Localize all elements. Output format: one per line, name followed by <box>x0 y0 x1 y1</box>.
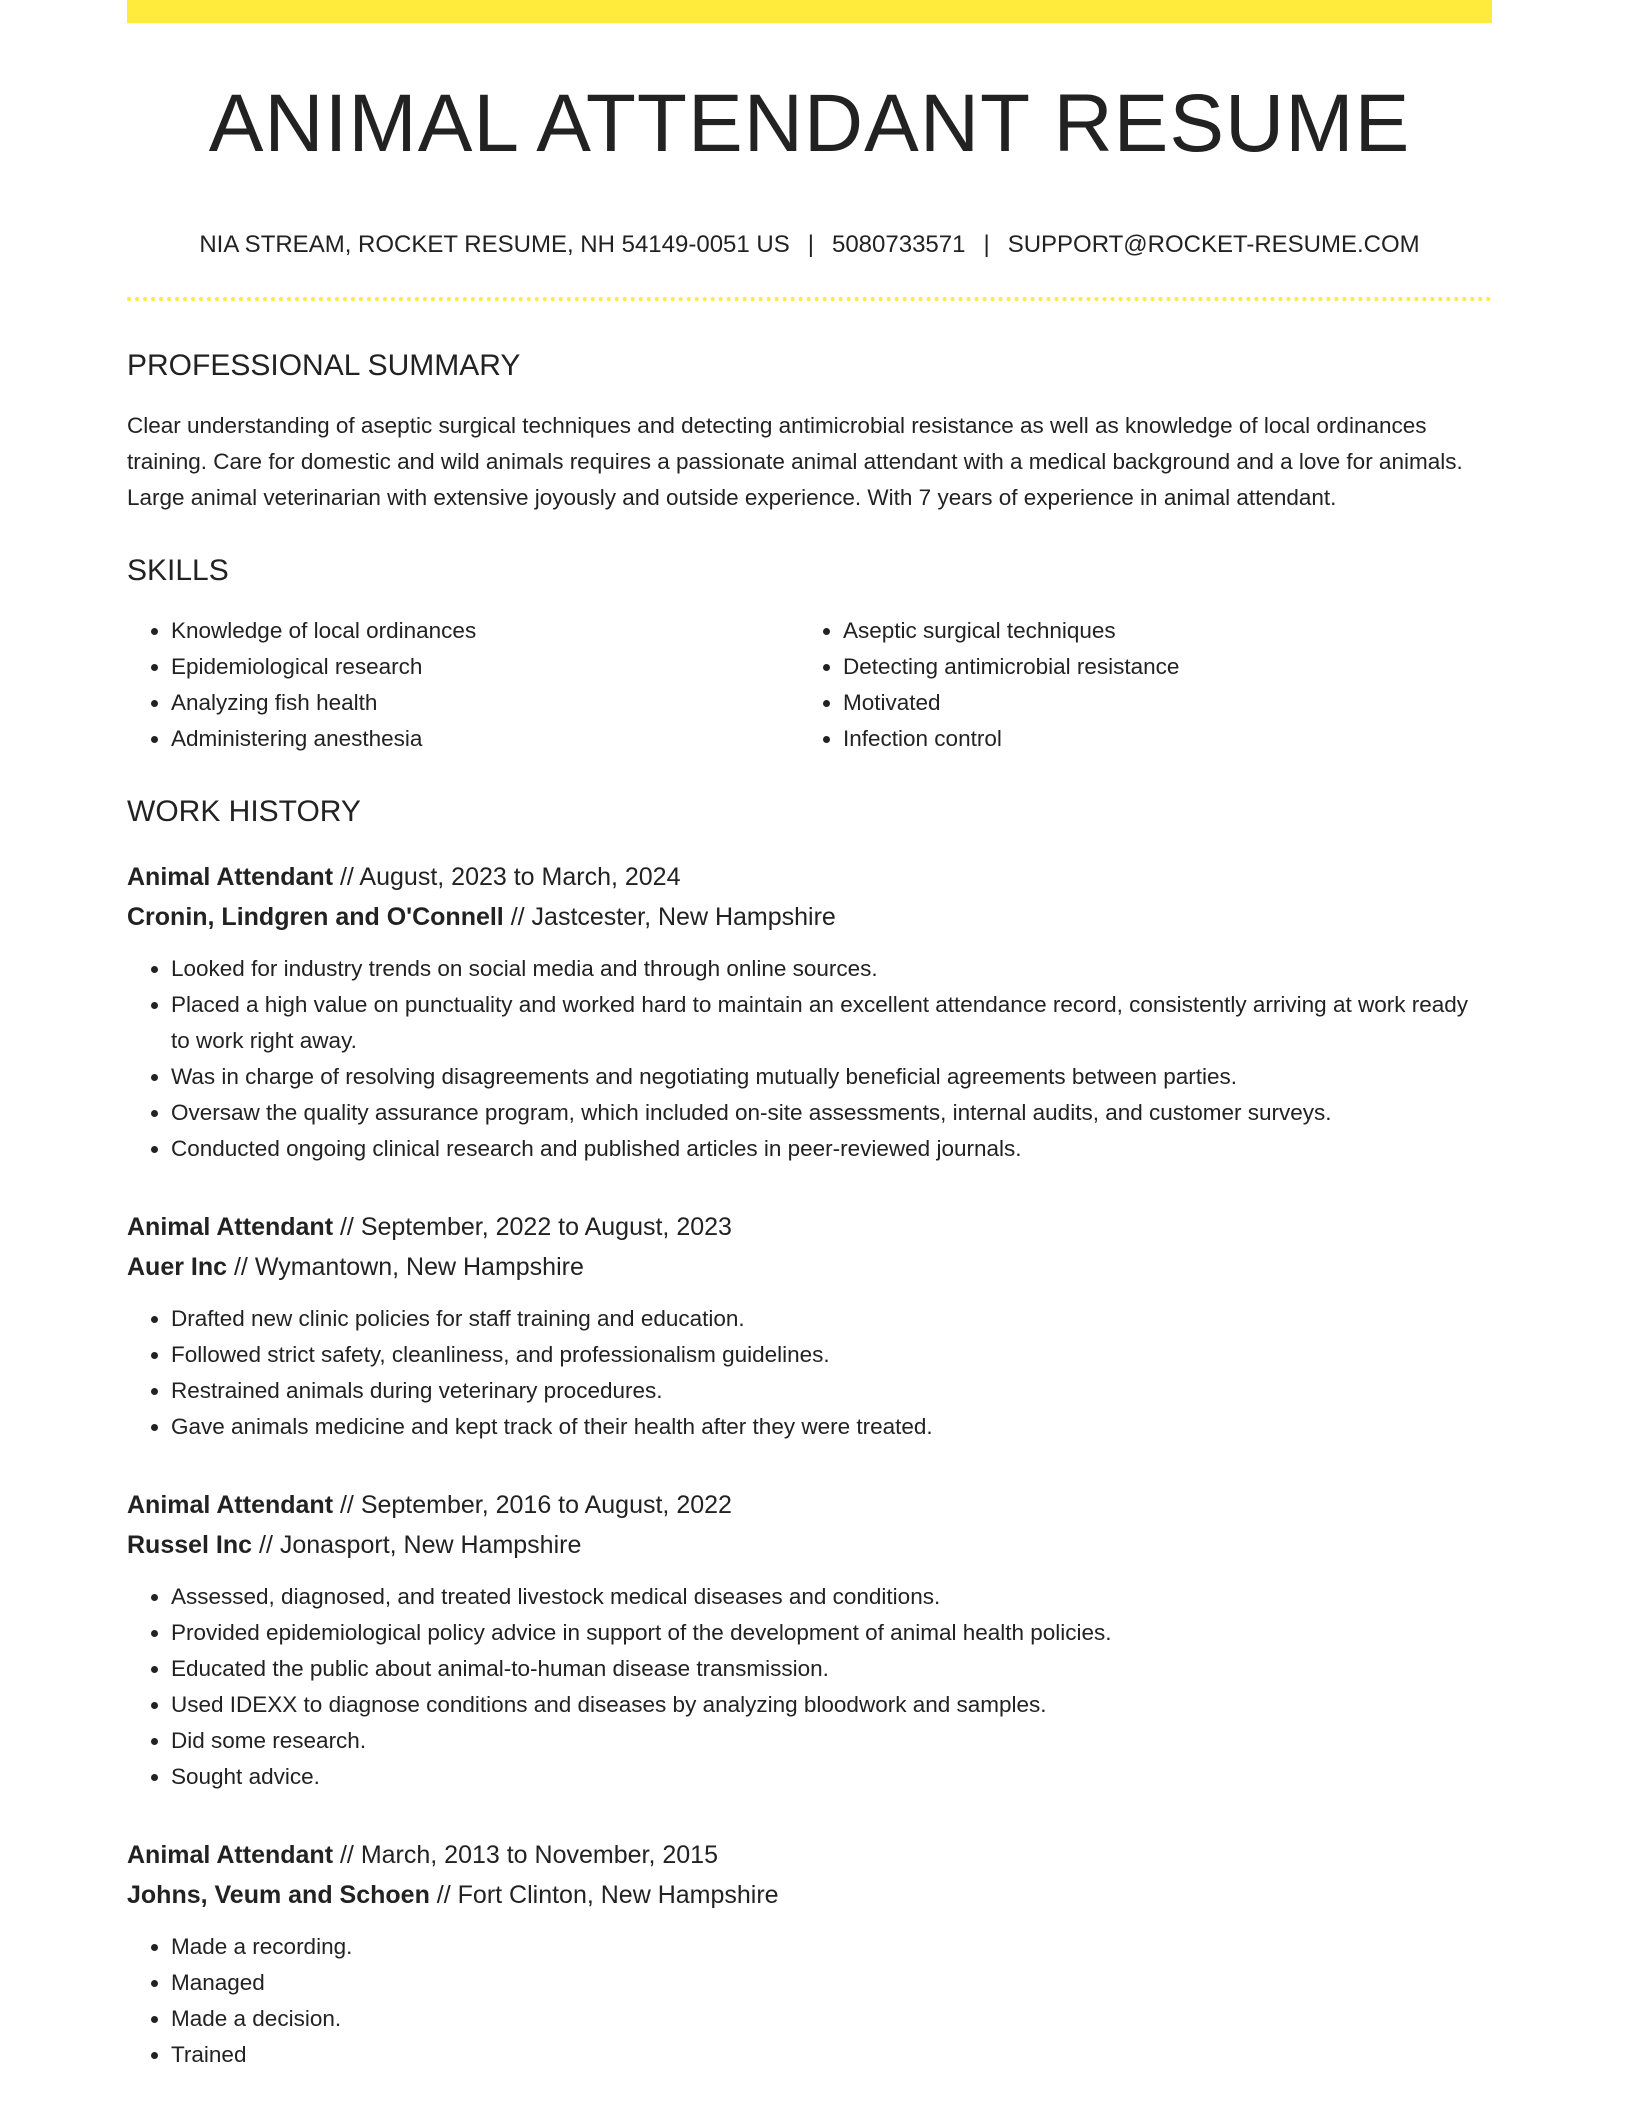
job-bullet: • Drafted new clinic policies for staff training and education. <box>171 1301 1492 1337</box>
job-title: Animal Attendant <box>127 1213 334 1241</box>
skill-item: • Knowledge of local ordinances <box>171 613 799 649</box>
job-company-line <box>127 1875 1492 1915</box>
skills-heading: SKILLS <box>127 554 229 587</box>
job-company: Johns, Veum and Schoen <box>127 1881 430 1909</box>
job-title-line <box>127 1835 1492 1875</box>
job-bullets <box>127 951 1492 1167</box>
job-bullet: • Was in charge of resolving disagreements and negotiating mutually beneficial agreements between parties. <box>171 1059 1492 1095</box>
job-entry <box>127 857 1492 1167</box>
job-bullets <box>127 1301 1492 1445</box>
accent-top-bar <box>127 0 1492 23</box>
job-title-line <box>127 1485 1492 1525</box>
job-title-line <box>127 1207 1492 1247</box>
resume-title: ANIMAL ATTENDANT RESUME <box>208 78 1411 169</box>
contact-separator: | <box>807 231 814 258</box>
job-bullet: • Conducted ongoing clinical research and published articles in peer-reviewed journals. <box>171 1131 1492 1167</box>
job-bullet: • Looked for industry trends on social media and through online sources. <box>171 951 1492 987</box>
work-history-section <box>127 797 1492 2073</box>
job-bullet: • Trained <box>171 2037 1492 2073</box>
job-company-line <box>127 1247 1492 1287</box>
work-history-heading: WORK HISTORY <box>127 795 361 828</box>
job-location: // Jonasport, New Hampshire <box>252 1531 582 1559</box>
skill-item: • Epidemiological research <box>171 649 799 685</box>
summary-section <box>127 351 1492 516</box>
contact-phone: 5080733571 <box>831 231 966 258</box>
job-bullet: • Used IDEXX to diagnose conditions and diseases by analyzing bloodwork and samples. <box>171 1687 1492 1723</box>
job-title: Animal Attendant <box>127 1841 334 1869</box>
job-company: Russel Inc <box>127 1531 253 1559</box>
job-dates: // August, 2023 to March, 2024 <box>333 863 681 891</box>
job-dates: // September, 2016 to August, 2022 <box>333 1491 732 1519</box>
job-company-line <box>127 897 1492 937</box>
job-bullet: • Made a recording. <box>171 1929 1492 1965</box>
skill-item: • Infection control <box>843 721 1471 757</box>
job-bullet: • Did some research. <box>171 1723 1492 1759</box>
job-bullet: • Provided epidemiological policy advice in support of the development of animal health policies. <box>171 1615 1492 1651</box>
job-title: Animal Attendant <box>127 863 334 891</box>
skill-item: • Aseptic surgical techniques <box>843 613 1471 649</box>
job-entry <box>127 1835 1492 2073</box>
job-title: Animal Attendant <box>127 1491 334 1519</box>
job-bullet: • Sought advice. <box>171 1759 1492 1795</box>
job-bullets <box>127 1579 1492 1795</box>
job-entry <box>127 1207 1492 1445</box>
job-title-line <box>127 857 1492 897</box>
skill-item: • Analyzing fish health <box>171 685 799 721</box>
dotted-divider <box>127 297 1492 301</box>
contact-line <box>127 233 1492 257</box>
skills-list <box>127 613 1492 757</box>
summary-text: Clear understanding of aseptic surgical techniques and detecting antimicrobial resistance as well as knowledge of local ordinances training. Care for domestic and wild animals requires a passionate animal attendant with a medical background and a love for animals. Large animal veterinarian with extensive joyously and outside experience. With 7 years of experience in animal attendant. <box>127 413 1463 510</box>
job-bullet: • Managed <box>171 1965 1492 2001</box>
job-bullets <box>127 1929 1492 2073</box>
job-bullet: • Made a decision. <box>171 2001 1492 2037</box>
job-company-line <box>127 1525 1492 1565</box>
contact-address: NIA STREAM, ROCKET RESUME, NH 54149-0051 US <box>199 231 790 258</box>
resume-page <box>127 0 1492 2073</box>
job-location: // Jastcester, New Hampshire <box>503 903 836 931</box>
skill-item: • Detecting antimicrobial resistance <box>843 649 1471 685</box>
skill-item: • Administering anesthesia <box>171 721 799 757</box>
job-bullet: • Gave animals medicine and kept track of their health after they were treated. <box>171 1409 1492 1445</box>
contact-separator: | <box>983 231 990 258</box>
job-bullet: • Educated the public about animal-to-human disease transmission. <box>171 1651 1492 1687</box>
job-dates: // March, 2013 to November, 2015 <box>333 1841 718 1869</box>
contact-email: SUPPORT@ROCKET-RESUME.COM <box>1007 231 1420 258</box>
skills-column-right <box>799 613 1471 757</box>
skills-column-left <box>127 613 799 757</box>
job-dates: // September, 2022 to August, 2023 <box>333 1213 732 1241</box>
job-entry <box>127 1485 1492 1795</box>
summary-heading: PROFESSIONAL SUMMARY <box>127 349 521 382</box>
job-company: Auer Inc <box>127 1253 228 1281</box>
job-bullet: • Placed a high value on punctuality and worked hard to maintain an excellent attendance record, consistently arriving at work ready to work right away. <box>171 987 1492 1059</box>
job-bullet: • Followed strict safety, cleanliness, and professionalism guidelines. <box>171 1337 1492 1373</box>
job-bullet: • Restrained animals during veterinary procedures. <box>171 1373 1492 1409</box>
skill-item: • Motivated <box>843 685 1471 721</box>
job-bullet: • Assessed, diagnosed, and treated livestock medical diseases and conditions. <box>171 1579 1492 1615</box>
job-location: // Fort Clinton, New Hampshire <box>429 1881 779 1909</box>
skills-section <box>127 556 1492 757</box>
job-bullet: • Oversaw the quality assurance program, which included on-site assessments, internal audits, and customer surveys. <box>171 1095 1492 1131</box>
job-location: // Wymantown, New Hampshire <box>227 1253 584 1281</box>
job-company: Cronin, Lindgren and O'Connell <box>127 903 504 931</box>
